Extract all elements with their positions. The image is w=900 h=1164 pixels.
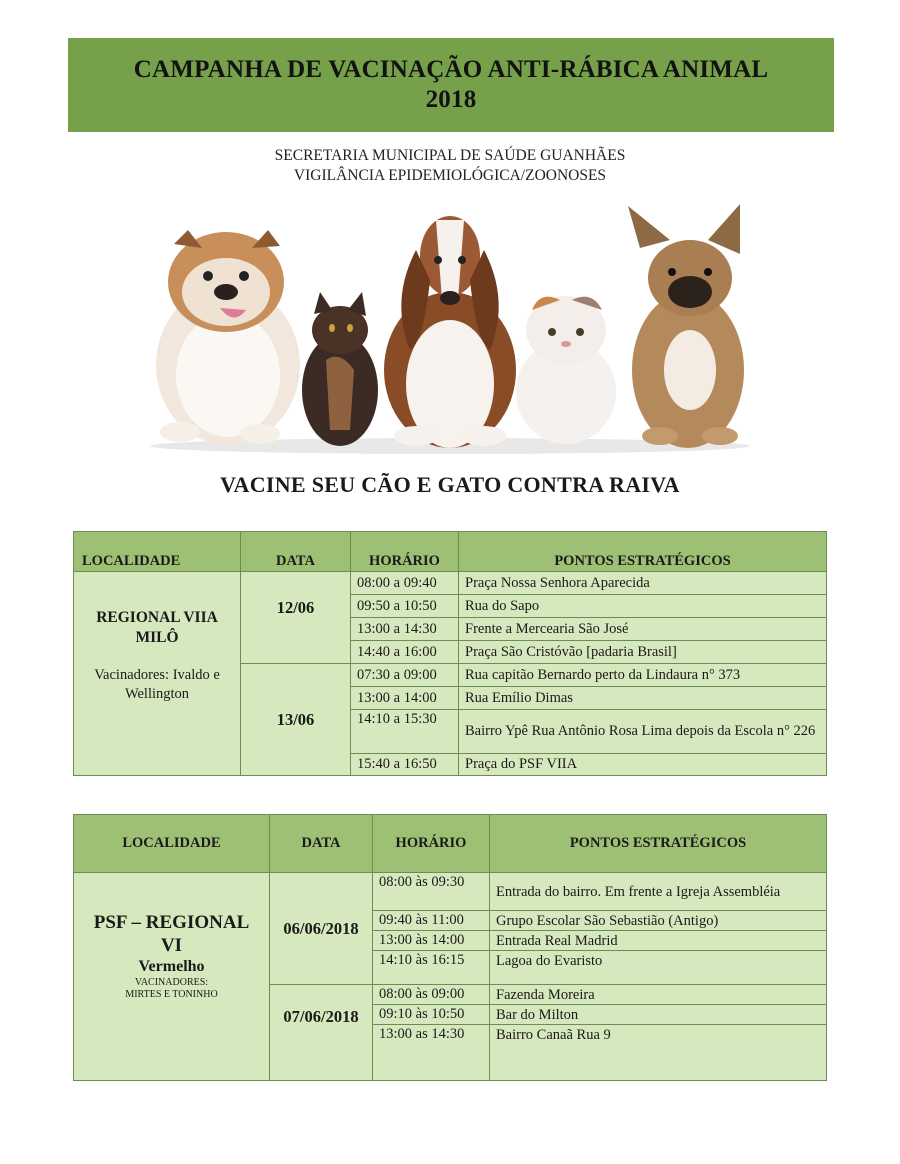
exotic-cat-figure [516,296,616,444]
vaccinators-line: VACINADORES: [134,977,209,988]
place-cell: Grupo Escolar São Sebastião (Antigo) [490,911,827,931]
dogs-and-cats-illustration [140,200,760,460]
header-time: HORÁRIO [351,532,459,572]
time-cell: 14:40 a 16:00 [351,641,459,664]
header-locality: LOCALIDADE [74,532,241,572]
campaign-title: CAMPANHA DE VACINAÇÃO ANTI-RÁBICA ANIMAL [133,56,769,83]
time-cell: 07:30 a 09:00 [351,664,459,687]
schedule-table-regional-viia [73,531,827,776]
locality-name: REGIONAL VIIA [96,609,218,626]
time-cell: 14:10 a 15:30 [351,710,459,754]
header-strategic-points: PONTOS ESTRATÉGICOS [490,815,827,873]
place-cell: Rua capitão Bernardo perto da Lindaura n° 373 [459,664,827,687]
time-cell: 13:00 a 14:00 [351,687,459,710]
locality-area: Vermelho [138,958,205,975]
header-locality: LOCALIDADE [74,815,270,873]
time-cell: 09:10 às 10:50 [373,1005,490,1025]
time-cell: 15:40 a 16:50 [351,754,459,776]
time-cell: 09:40 às 11:00 [373,911,490,931]
date-cell: 06/06/2018 [270,873,373,985]
time-cell: 13:00 as 14:30 [373,1025,490,1081]
place-cell: Entrada Real Madrid [490,931,827,951]
place-cell: Bar do Milton [490,1005,827,1025]
time-cell: 08:00 às 09:30 [373,873,490,911]
tortoiseshell-kitten-figure [302,292,378,446]
locality-cell [74,873,270,1081]
place-cell: Praça Nossa Senhora Aparecida [459,572,827,595]
time-cell: 13:00 a 14:30 [351,618,459,641]
time-cell: 08:00 às 09:00 [373,985,490,1005]
time-cell: 08:00 a 09:40 [351,572,459,595]
department-name: VIGILÂNCIA EPIDEMIOLÓGICA/ZOONOSES [293,167,607,184]
place-cell: Fazenda Moreira [490,985,827,1005]
header-time: HORÁRIO [373,815,490,873]
table-header-row [74,815,827,873]
table-header-row [74,532,827,572]
place-cell: Lagoa do Evaristo [490,951,827,985]
place-cell: Praça São Cristóvão [padaria Brasil] [459,641,827,664]
basset-hound-figure [384,216,516,448]
bulldog-figure [156,230,300,445]
locality-name: PSF – REGIONAL [93,912,250,933]
date-cell: 13/06 [241,664,351,776]
vaccinators-line: MIRTES E TONINHO [125,989,218,1000]
locality-subname: MILÔ [135,629,179,646]
place-cell: Rua Emílio Dimas [459,687,827,710]
table-row [74,873,827,911]
schedule-table-regional-vi [73,814,827,1081]
vaccination-slogan: VACINE SEU CÃO E GATO CONTRA RAIVA [220,472,680,497]
place-cell: Rua do Sapo [459,595,827,618]
locality-cell [74,572,241,776]
time-cell: 13:00 às 14:00 [373,931,490,951]
campaign-year: 2018 [425,86,477,113]
locality-subname: VI [160,935,183,956]
time-cell: 09:50 a 10:50 [351,595,459,618]
time-cell: 14:10 às 16:15 [373,951,490,985]
header-date: DATA [270,815,373,873]
place-cell: Bairro Ypê Rua Antônio Rosa Lima depois da Escola n° 226 [459,710,827,754]
header-date: DATA [241,532,351,572]
secretariat-name: SECRETARIA MUNICIPAL DE SAÚDE GUANHÃES [274,147,626,164]
place-cell: Entrada do bairro. Em frente a Igreja Assembléia [490,873,827,911]
vaccinators-line: Wellington [124,686,190,702]
table-row [74,572,827,595]
vaccinators-line: Vacinadores: Ivaldo e [94,667,220,683]
vaccinators-text [74,666,240,704]
vaccinators-text [74,977,269,1001]
place-cell: Bairro Canaã Rua 9 [490,1025,827,1081]
place-cell: Praça do PSF VIIA [459,754,827,776]
place-cell: Frente a Mercearia São José [459,618,827,641]
french-bulldog-figure [628,204,744,448]
organization-heading [0,146,900,186]
header-strategic-points: PONTOS ESTRATÉGICOS [459,532,827,572]
date-cell: 12/06 [241,572,351,664]
title-banner [68,38,834,132]
date-cell: 07/06/2018 [270,985,373,1081]
